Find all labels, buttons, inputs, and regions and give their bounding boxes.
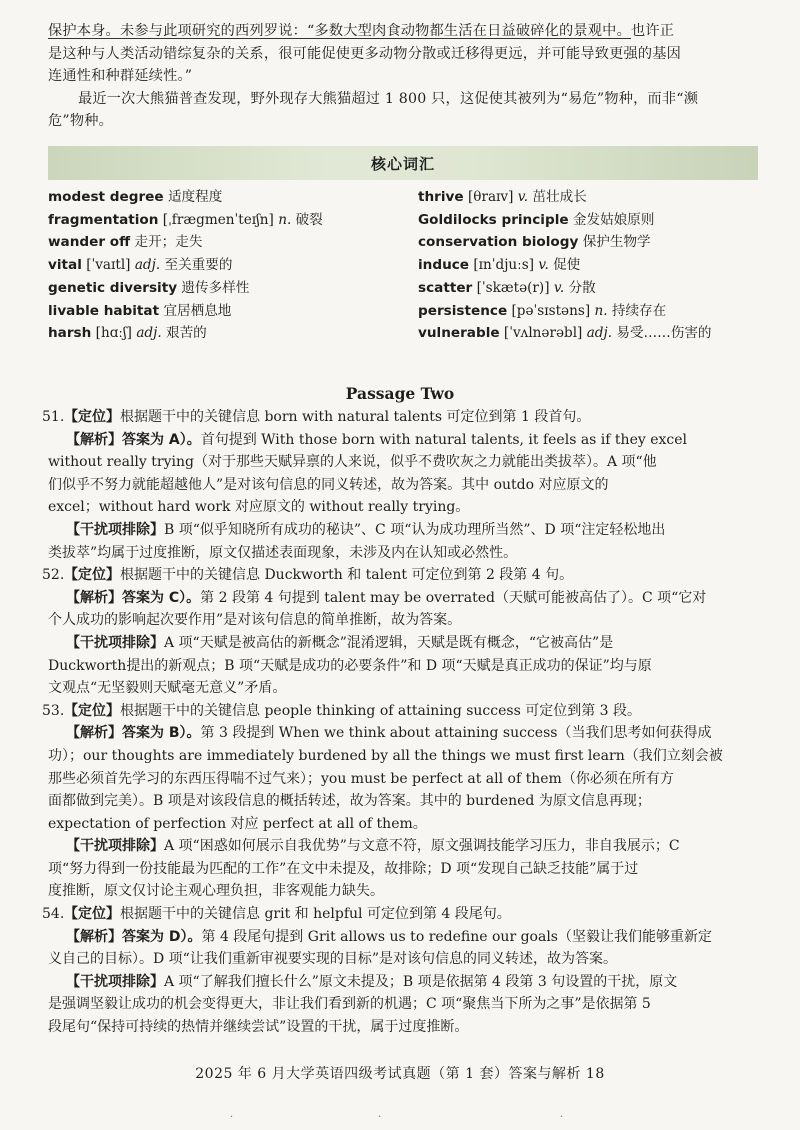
exclude-tag: 【干扰项排除】 xyxy=(66,973,164,990)
vocab-heading: 核心词汇 xyxy=(370,154,435,173)
vocab-gloss: 宜居栖息地 xyxy=(163,302,232,319)
analysis-text: 们似乎不努力就能超越他人”是对该句信息的同义转述，故为答案。其中 outdo 对应原文的 xyxy=(48,476,609,493)
vocab-entry xyxy=(48,322,323,345)
vocab-gloss: 遗传多样性 xyxy=(181,279,250,296)
vocab-phonetic: [θraɪv] xyxy=(467,189,514,205)
vocab-pos: adj. xyxy=(136,325,162,342)
exclude-line xyxy=(48,632,758,655)
vocab-gloss: 适度程度 xyxy=(167,189,223,205)
exclude-tag: 【干扰项排除】 xyxy=(66,521,164,538)
exclude-text: 文观点“无坚毅则天赋毫无意义”矛盾。 xyxy=(48,680,287,697)
vocab-entry xyxy=(48,231,323,254)
vocab-heading-banner xyxy=(48,146,758,180)
analysis-text: 第 2 段第 4 句提到 talent may be overrated（天赋可能被高估了）。C 项“它对 xyxy=(200,589,707,606)
analysis-line xyxy=(48,609,758,632)
analysis-line xyxy=(48,926,758,949)
exclude-text: 项“努力得到一份技能最为匹配的工作”在文中未提及，故排除；D 项“发现自己缺乏技能”属于过 xyxy=(48,860,639,877)
locate-tag: 【定位】 xyxy=(64,567,120,584)
analysis-text: 功）；our thoughts are immediately burdened by all the things we must first learn（我们立刻会被 xyxy=(48,747,723,764)
vocab-word: Goldilocks principle xyxy=(418,211,569,228)
intro-line: 是这种与人类活动错综复杂的关系，很可能促使更多动物分散或迁移得更远，并可能导致更强的基因 xyxy=(48,45,682,62)
vocab-phonetic: [ˈvʌlnərəbl] xyxy=(503,325,583,342)
vocab-pos: n. xyxy=(594,302,608,319)
exclude-line xyxy=(48,880,758,903)
analysis-text: 第 4 段尾句提到 Grit allows us to redefine our goals（坚毅让我们能够重新定 xyxy=(201,928,712,945)
vocab-entry xyxy=(48,209,323,232)
vocab-word: wander off xyxy=(48,234,131,251)
vocab-pos: adj. xyxy=(134,257,161,274)
vocab-pos: v. xyxy=(553,279,565,296)
exclude-line xyxy=(48,1016,758,1039)
question-locate xyxy=(42,903,758,926)
exclude-text: Duckworth提出的新观点；B 项“天赋是成功的必要条件”和 D 项“天赋是真正成功的保证”均与原 xyxy=(48,657,652,674)
analysis-text: 个人成功的影响起次要作用”是对该句信息的简单推断，故为答案。 xyxy=(48,612,462,629)
vocab-gloss: 走开；走失 xyxy=(134,234,203,251)
vocab-gloss: 破裂 xyxy=(295,211,323,228)
vocab-entry xyxy=(418,186,712,209)
question-number: 51. xyxy=(42,409,65,425)
vocab-word: vital xyxy=(48,257,82,274)
analysis-text: 面都做到完美）。B 项是对该段信息的概括转述，故为答案。其中的 burdened 为原文信息再现； xyxy=(48,793,651,810)
vocab-entry xyxy=(418,322,712,345)
analysis-text: expectation of perfection 对应 perfect at all of them。 xyxy=(48,815,427,832)
locate-text: 根据题干中的关键信息 Duckworth 和 talent 可定位到第 2 段第 4 句。 xyxy=(120,567,574,584)
vocab-phonetic: [ˌfrægmenˈteɪʃn] xyxy=(162,211,274,228)
vocab-gloss: 茁壮成长 xyxy=(532,189,587,205)
analysis-line xyxy=(48,813,758,836)
intro-line-rest: 也许正 xyxy=(630,23,675,39)
vocab-gloss: 分散 xyxy=(568,279,596,296)
vocab-gloss: 至关重要的 xyxy=(164,257,233,274)
answer-explanations xyxy=(42,406,758,1039)
vocab-phonetic: [ˈskætə(r)] xyxy=(476,279,550,296)
vocab-pos: adj. xyxy=(586,325,613,342)
question-number: 53. xyxy=(42,702,65,719)
vocab-phonetic: [ˈvaɪtl] xyxy=(86,257,131,274)
exclude-line xyxy=(48,677,758,700)
scan-mark: · xyxy=(230,1112,234,1123)
vocab-entry xyxy=(48,300,323,323)
vocab-pos: n. xyxy=(278,211,292,228)
analysis-line xyxy=(48,790,758,813)
analysis-text: 第 3 段提到 When we think about attaining success（当我们思考如何获得成 xyxy=(200,725,712,742)
exclude-text: A 项“困惑如何展示自我优势”与文意不符，原文强调技能学习压力，非自我展示；C xyxy=(164,838,680,855)
vocab-word: fragmentation xyxy=(48,211,159,228)
vocab-gloss: 保护生物学 xyxy=(582,234,651,251)
analysis-text: excel；without hard work 对应原文的 without really trying。 xyxy=(48,499,470,516)
analysis-tag: 【解析】答案为 A）。 xyxy=(66,431,201,448)
vocab-entry xyxy=(418,277,712,300)
exclude-text: A 项“了解我们擅长什么”原文未提及；B 项是依据第 4 段第 3 句设置的干扰，原文 xyxy=(164,973,678,990)
locate-tag: 【定位】 xyxy=(64,906,120,923)
vocab-entry xyxy=(48,254,323,277)
exclude-text: 段尾句“保持可持续的热情并继续尝试”设置的干扰，属于过度推断。 xyxy=(48,1019,469,1036)
passage-title: Passage Two xyxy=(345,384,455,403)
exclude-line xyxy=(48,655,758,678)
vocab-gloss: 金发姑娘原则 xyxy=(572,211,655,228)
exclude-line xyxy=(48,858,758,881)
exclude-text: A 项“天赋是被高估的新概念”混淆逻辑，天赋是既有概念，“它被高估”是 xyxy=(164,634,614,651)
vocab-word: harsh xyxy=(48,325,92,342)
analysis-line xyxy=(48,745,758,768)
analysis-text: 首句提到 With those born with natural talents, it feels as if they excel xyxy=(200,431,687,448)
locate-text: 根据题干中的关键信息 born with natural talents 可定位到第 1 段首句。 xyxy=(120,409,591,425)
vocab-word: conservation biology xyxy=(418,234,579,251)
vocab-word: genetic diversity xyxy=(48,279,178,296)
vocab-word: persistence xyxy=(418,302,508,319)
exclude-text: 是强调坚毅让成功的机会变得更大，非让我们看到新的机遇；C 项“聚焦当下所为之事”是依据第 5 xyxy=(48,996,651,1013)
locate-text: 根据题干中的关键信息 grit 和 helpful 可定位到第 4 段尾句。 xyxy=(120,906,511,923)
exclude-line xyxy=(48,993,758,1016)
page-footer: 2025 年 6 月大学英语四级考试真题（第 1 套）答案与解析 18 xyxy=(195,1066,605,1082)
vocab-entry xyxy=(418,231,712,254)
question-locate xyxy=(42,564,758,587)
exclude-text: B 项“似乎知晓所有成功的秘诀”、C 项“认为成功理所当然”、D 项“注定轻松地出 xyxy=(164,521,666,538)
analysis-line xyxy=(48,587,758,610)
vocab-gloss: 易受……伤害的 xyxy=(616,325,712,342)
exclude-line xyxy=(48,835,758,858)
exclude-text: 类拔萃”均属于过度推断，原文仅描述表面现象，未涉及内在认知或必然性。 xyxy=(48,544,518,561)
analysis-tag: 【解析】答案为 B）。 xyxy=(66,725,201,742)
intro-text xyxy=(48,20,756,133)
analysis-line xyxy=(48,948,758,971)
vocab-word: induce xyxy=(418,257,470,274)
vocab-pos: v. xyxy=(517,189,529,205)
vocab-entry xyxy=(48,186,323,209)
vocab-word: thrive xyxy=(418,189,464,205)
exclude-line xyxy=(48,971,758,994)
intro-line: 危”物种。 xyxy=(48,113,114,129)
exclude-tag: 【干扰项排除】 xyxy=(66,634,164,651)
analysis-line xyxy=(48,768,758,791)
question-number: 52. xyxy=(42,567,65,584)
locate-text: 根据题干中的关键信息 people thinking of attaining success 可定位到第 3 段。 xyxy=(120,702,642,719)
locate-tag: 【定位】 xyxy=(64,702,120,719)
vocab-entry xyxy=(48,277,323,300)
vocab-gloss: 艰苦的 xyxy=(166,325,207,342)
analysis-line xyxy=(48,474,758,497)
analysis-line xyxy=(48,496,758,519)
analysis-text: without really trying（对于那些天赋异禀的人来说，似乎不费吹灰之力就能出类拔萃）。A 项“他 xyxy=(48,454,657,471)
exclude-line xyxy=(48,542,758,565)
vocab-phonetic: [pəˈsɪstəns] xyxy=(511,302,591,319)
vocab-gloss: 持续存在 xyxy=(611,302,667,319)
vocab-word: vulnerable xyxy=(418,325,500,342)
vocab-entry xyxy=(418,254,712,277)
vocab-gloss: 促使 xyxy=(553,257,581,274)
exclude-line xyxy=(48,519,758,542)
vocab-entry xyxy=(418,300,712,323)
intro-line: 连通性和种群延续性。” xyxy=(48,68,193,84)
analysis-line xyxy=(48,722,758,745)
analysis-tag: 【解析】答案为 D）。 xyxy=(66,928,202,945)
vocab-left-column xyxy=(48,186,323,345)
underlined-quote: 保护本身。未参与此项研究的西列罗说：“多数大型肉食动物都生活在日益破碎化的景观中。 xyxy=(48,23,631,39)
analysis-line xyxy=(48,429,758,452)
question-number: 54. xyxy=(42,906,65,923)
intro-line xyxy=(48,20,756,43)
vocab-word: livable habitat xyxy=(48,302,160,319)
question-locate xyxy=(42,700,758,723)
vocab-phonetic: [hɑːʃ] xyxy=(95,325,132,342)
analysis-tag: 【解析】答案为 C）。 xyxy=(66,589,201,606)
vocab-right-column xyxy=(418,186,712,345)
analysis-text: 那些必须首先学习的东西压得喘不过气来）；you must be perfect at all of them（你必须在所有方 xyxy=(48,770,674,787)
analysis-text: 义自己的目标）。D 项“让我们重新审视要实现的目标”是对该句信息的同义转述，故为答案。 xyxy=(48,951,617,968)
exclude-tag: 【干扰项排除】 xyxy=(66,838,164,855)
vocab-phonetic: [ɪnˈdjuːs] xyxy=(473,257,535,274)
scan-mark: · xyxy=(378,1112,382,1123)
vocab-entry xyxy=(418,209,712,232)
vocab-word: modest degree xyxy=(48,189,164,205)
vocab-word: scatter xyxy=(418,279,473,296)
vocab-pos: v. xyxy=(538,257,549,274)
intro-paragraph: 最近一次大熊猫普查发现，野外现存大熊猫超过 1 800 只，这促使其被列为“易危”物种，而非“濒 xyxy=(78,90,699,107)
scan-mark: · xyxy=(560,1112,564,1123)
locate-tag: 【定位】 xyxy=(64,409,120,425)
question-locate xyxy=(42,406,758,429)
exclude-text: 度推断，原文仅讨论主观心理负担，非客观能力缺失。 xyxy=(48,883,384,900)
analysis-line xyxy=(48,451,758,474)
